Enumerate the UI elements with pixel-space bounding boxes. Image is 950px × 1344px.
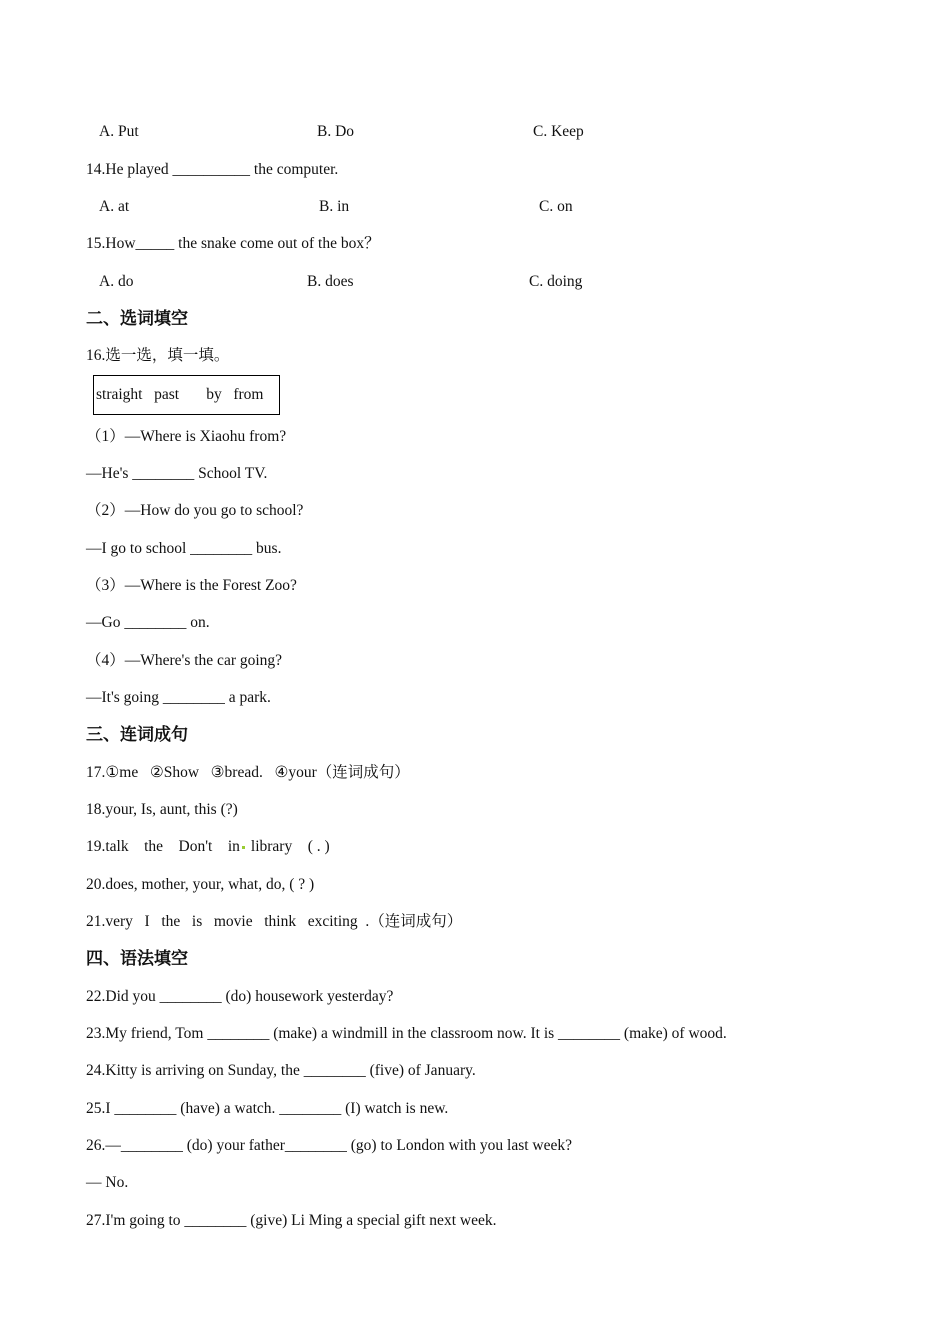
- q27: 27.I'm going to ________ (give) Li Ming a special gift next week.: [86, 1212, 497, 1229]
- q14-option-b: B. in: [319, 198, 350, 215]
- q25: 25.I ________ (have) a watch. ________ (I) watch is new.: [86, 1100, 449, 1117]
- q23: 23.My friend, Tom ________ (make) a windmill in the classroom now. It is ________ (make) of wood.: [86, 1025, 727, 1042]
- q16-item-4: （4）—Where's the car going?: [86, 652, 283, 669]
- q13-option-a: A. Put: [99, 123, 139, 140]
- q16-item-1-answer: —He's ________ School TV.: [86, 465, 268, 482]
- word-box: straight past by from: [93, 375, 280, 415]
- q13-option-b: B. Do: [317, 123, 355, 140]
- q20: 20.does, mother, your, what, do, ( ? ): [86, 876, 315, 893]
- section4-heading: 四、语法填空: [86, 949, 188, 969]
- q24: 24.Kitty is arriving on Sunday, the ________ (five) of January.: [86, 1062, 476, 1079]
- q16-item-2-answer: —I go to school ________ bus.: [86, 540, 282, 557]
- q16-item-3: （3）—Where is the Forest Zoo?: [86, 577, 297, 594]
- q16-stem: 16.选一选，填一填。: [86, 347, 230, 364]
- q17: 17.①me ②Show ③bread. ④your（连词成句）: [86, 764, 410, 781]
- q14-stem: 14.He played __________ the computer.: [86, 161, 339, 178]
- q26: 26.—________ (do) your father________ (go) to London with you last week?: [86, 1137, 573, 1154]
- q14-option-c: C. on: [539, 198, 573, 215]
- q19: [86, 837, 330, 857]
- section2-heading: 二、选词填空: [86, 309, 188, 329]
- q26-answer: — No.: [86, 1174, 129, 1191]
- q13-option-c: C. Keep: [533, 123, 584, 140]
- q15-option-b: B. does: [307, 273, 354, 290]
- green-dot-mark: [242, 846, 245, 849]
- q16-item-3-answer: —Go ________ on.: [86, 614, 210, 631]
- q16-item-2: （2）—How do you go to school?: [86, 502, 304, 519]
- section3-heading: 三、连词成句: [86, 725, 188, 745]
- q18: 18.your, Is, aunt, this (?): [86, 801, 238, 818]
- q19-part-a: 19.talk the Don't in: [86, 838, 240, 855]
- q15-option-a: A. do: [99, 273, 134, 290]
- q15-stem: 15.How_____ the snake come out of the box？: [86, 235, 380, 252]
- q16-item-1: （1）—Where is Xiaohu from?: [86, 428, 287, 445]
- q22: 22.Did you ________ (do) housework yesterday?: [86, 988, 394, 1005]
- q16-item-4-answer: —It's going ________ a park.: [86, 689, 271, 706]
- q14-option-a: A. at: [99, 198, 130, 215]
- q15-option-c: C. doing: [529, 273, 583, 290]
- q19-part-b: library ( . ): [250, 838, 330, 855]
- q21: 21.very I the is movie think exciting .（连词成句）: [86, 913, 463, 930]
